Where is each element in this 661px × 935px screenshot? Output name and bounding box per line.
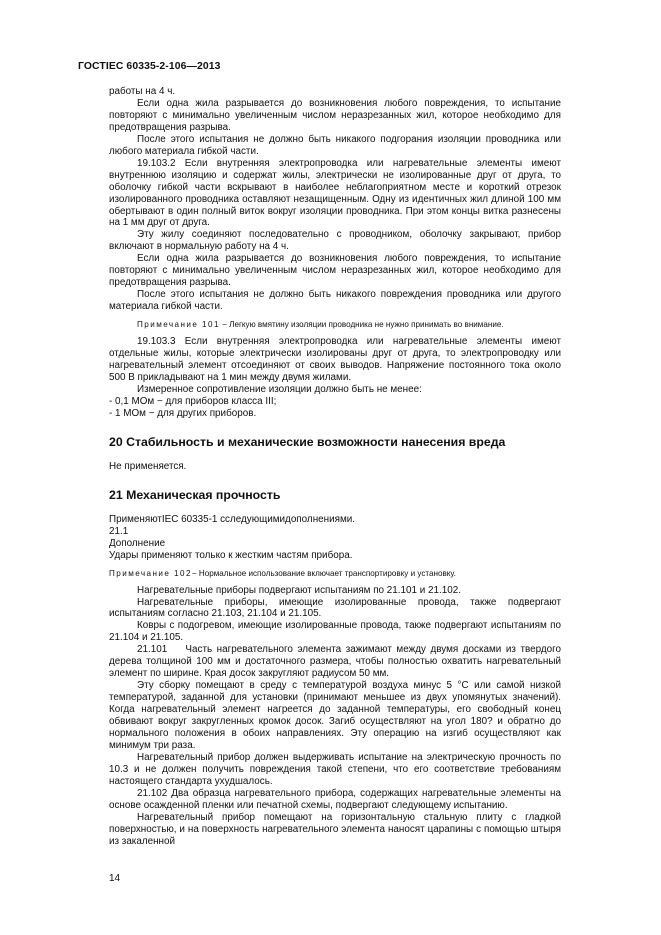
paragraph: Нагревательные приборы, имеющие изолированные провода, также подвергают испытаниям согласно 21.103, 21.104 и 21.105. xyxy=(109,596,561,620)
page-number: 14 xyxy=(109,873,121,884)
clause-number: 21.1 xyxy=(109,525,129,537)
paragraph: Нагревательный прибор должен выдерживать испытание на электрическую прочность по 10.3 и не должен получить повреждения такой степени, что его соответствие требованиям настоящего стандарта ухудшалось. xyxy=(109,751,561,787)
paragraph: Эту сборку помещают в среду с температурой воздуха минус 5 °С или самой низкой температурой, заданной для установки (принимают меньшее из двух упомянутых значений). Когда нагревательный элемент нагреется до заданной температуры, его свободный конец обвивают вокруг закругленных кромок досок. Загиб осуществляют на угол 180? и обратно до нормального положения в обоих направлениях. Эту операцию на изгиб осуществляют как минимум три раза. xyxy=(109,680,561,751)
paragraph: Удары применяют только к жестким частям прибора. xyxy=(109,549,353,561)
note-text: − Нормальное использование включает транспортировку и установку. xyxy=(191,568,456,578)
paragraph: Не применяется. xyxy=(109,460,187,472)
list-item: - 1 МОм − для других приборов. xyxy=(109,407,257,419)
paragraph: работы на 4 ч. xyxy=(109,86,176,97)
paragraph: После этого испытания не должно быть никакого подгорания изоляции проводника или любого материала гибкой части. xyxy=(109,133,561,157)
paragraph: Нагревательные приборы подвергают испытаниям по 21.101 и 21.102. xyxy=(137,584,461,596)
list-item: - 0,1 МОм − для приборов класса III; xyxy=(109,395,277,407)
paragraph: Ковры с подогревом, имеющие изолированные провода, также подвергают испытаниям по 21.104 и 21.105. xyxy=(109,620,561,644)
note-text: − Легкую вмятину изоляции проводника не нужно принимать во внимание. xyxy=(219,320,504,330)
clause-19-103-2: 19.103.2 Если внутренняя электропроводка или нагревательные элементы имеют внутреннюю изоляцию и содержат жилы, электрически не изолированные друг от друга, то оболочку гибкой части вскрывают в наиболее неблагоприятном месте и короткий отрезок изолированного проводника оставляют незащищенным. Одну из идентичных жил длиной 100 мм обертывают в один полный виток вокруг изоляции проводника. При этом концы витка разнесены на 1 мм друг от друга. xyxy=(109,157,561,229)
section-heading-20: 20 Стабильность и механические возможности нанесения вреда xyxy=(109,434,506,449)
paragraph: Дополнение xyxy=(109,537,166,549)
clause-21-101: 21.101 Часть нагревательного элемента зажимают между двумя досками из твердого дерева толщиной 100 мм и достаточного размера, чтобы полностью охватить нагревательный элемент по ширине. Края досок закругляют радиусом 50 мм. xyxy=(109,644,564,680)
paragraph: ПрименяютIEC 60335-1 сследующимидополнениями. xyxy=(109,513,356,525)
paragraph: После этого испытания не должно быть никакого повреждения проводника или другого материала гибкой части. xyxy=(109,289,561,313)
note-label: Примечание 101 xyxy=(137,320,220,330)
paragraph: Если одна жила разрывается до возникновения любого повреждения, то испытание повторяют с минимально увеличенным числом неразрезанных жил, которое необходимо для предотвращения разрыва. xyxy=(109,97,561,133)
document-header: ГОСТIEC 60335-2-106—2013 xyxy=(78,61,221,72)
paragraph: Измеренное сопротивление изоляции должно быть не менее: xyxy=(137,383,422,395)
note-label: Примечание 102 xyxy=(109,568,192,578)
paragraph: Если одна жила разрывается до возникновения любого повреждения, то испытание повторяют с минимально увеличенным числом неразрезанных жил, которое необходимо для предотвращения разрыва. xyxy=(109,253,561,289)
clause-21-102: 21.102 Два образца нагревательного прибора, содержащих нагревательные элементы на основе осажденной пленки или печатной схемы, подвергают следующему испытанию. xyxy=(109,787,561,811)
note-101 xyxy=(109,319,561,330)
paragraph: Нагревательный прибор помещают на горизонтальную стальную плиту с гладкой поверхностью, и на поверхность нагревательного элемента наносят царапины с помощью штыря из закаленной xyxy=(109,811,561,847)
document-body xyxy=(109,86,564,848)
paragraph: Эту жилу соединяют последовательно с проводником, оболочку закрывают, прибор включают в нормальную работу на 4 ч. xyxy=(109,229,561,253)
note-102 xyxy=(109,568,561,579)
clause-19-103-3: 19.103.3 Если внутренняя электропроводка или нагревательные элементы имеют отдельные жилы, которые электрически изолированы друг от друга, то электропроводку или нагревательный элемент отсоединяют от своих выводов. Напряжение постоянного тока около 500 В прикладывают на 1 мин между двумя жилами. xyxy=(109,336,561,383)
section-heading-21: 21 Механическая прочность xyxy=(109,487,281,502)
